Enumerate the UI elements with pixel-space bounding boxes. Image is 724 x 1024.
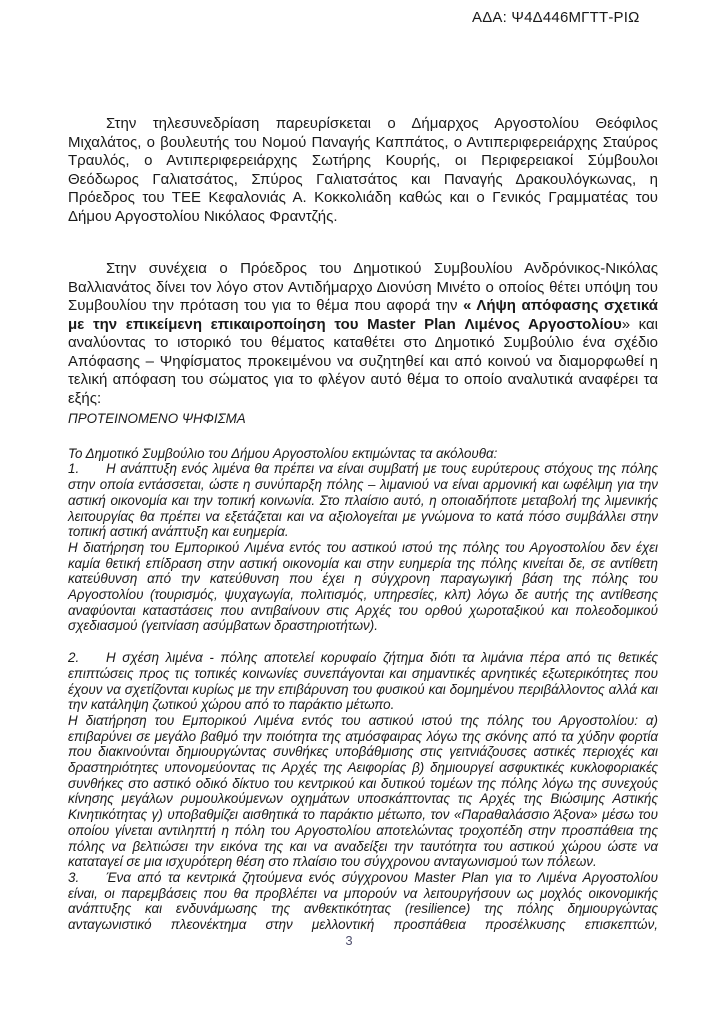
paragraph-proposal-before-bold: Στην συνέχεια ο Πρόεδρος του Δημοτικού Συμβουλίου Ανδρόνικος-Νικόλας Βαλλιανάτος δίνει τον λόγο στον Αντιδήμαρχο Διονύση Μινέτο ο οποίος θέτει υπόψη του Συμβουλίου την πρόταση του για το θέμα που αφορά την bbox=[68, 260, 658, 314]
list-item-1 bbox=[68, 461, 658, 540]
resolution-heading: ΠΡΟΤΕΙΝΟΜΕΝΟ ΨΗΦΙΣΜΑ bbox=[68, 411, 246, 426]
resolution-intro: Το Δημοτικό Συμβούλιο του Δήμου Αργοστολίου εκτιμώντας τα ακόλουθα: bbox=[68, 445, 498, 461]
list-item-1-number: 1. bbox=[68, 461, 80, 477]
page-number: 3 bbox=[345, 933, 353, 948]
list-item-2 bbox=[68, 650, 658, 713]
ada-code-header: ΑΔΑ: Ψ4Δ446ΜΓΤΤ-ΡΙΩ bbox=[472, 9, 640, 26]
list-item-1-continuation: Η διατήρηση του Εμπορικού Λιμένα εντός του αστικού ιστού της πόλης του Αργοστολίου δεν έχει καμία θετική επίδραση στην αστική οικονομία και στην ευημερία της πόλης κινείται δε, σε αντίθετη κατεύθυνση από την κατεύθυνση που έχει η σύγχρονη παραγωγική βάση της πόλης του Αργοστολίου (τουρισμός, ψυχαγωγία, πολιτισμός, υπηρεσίες, κλπ) λόγω δε αυτής της αντίθεσης αναφύονται καταστάσεις που αντιβαίνουν στις Αρχές του ορθού χωροταξικού και πολεοδομικού σχεδιασμού (γειτνίαση ασύμβατων δραστηριοτήτων). bbox=[68, 539, 658, 634]
list-item-2-number: 2. bbox=[68, 650, 80, 666]
document-body bbox=[68, 115, 658, 933]
paragraph-proposal-after-bold: » και αναλύοντας το ιστορικό του θέματος καταθέτει στο Δημοτικό Συμβούλιο ένα σχέδιο Απόφασης – Ψηφίσματος προκειμένου να συζητηθεί και από κοινού να διαμορφωθεί η τελική απόφαση του σώματος για το φλέγον αυτό θέμα το οποίο αναλυτικά αναφέρει τα εξής: bbox=[68, 315, 658, 407]
paragraph-proposal-subject-bold: « Λήψη απόφασης σχετικά με την επικείμενη επικαιροποίηση του Master Plan Λιμένος Αργοστολίου bbox=[68, 297, 658, 333]
list-item-3-number: 3. bbox=[68, 869, 80, 885]
list-item-2-continuation: Η διατήρηση του Εμπορικού Λιμένα εντός του αστικού ιστού της πόλης του Αργοστολίου: α) επιβαρύνει σε μεγάλο βαθμό την ποιότητα της ατμόσφαιρας λόγω της σκόνης από τα χύδην φορτία που διακινούνται δημιουργώντας συνθήκες υποβάθμισης στις γειτνιάζουσες αστικές περιοχές και δραστηριότητες υπονομεύοντας τις Αρχές της Αειφορίας β) δημιουργεί ασφυκτικές κυκλοφοριακές συνθήκες στο αστικό οδικό δίκτυο του κεντρικού και δυτικού τομέων της πόλης λόγω της συνεχούς κίνησης μεγάλων ρυμουλκούμενων οχημάτων υποσκάπτοντας τις Αρχές της Βιώσιμης Αστικής Κινητικότητας γ) υποβαθμίζει αισθητικά το παράκτιο μέτωπο, τον «Παραθαλάσσιο Άξονα» μέσω του οποίου γίνεται αντιληπτή η πόλη του Αργοστολίου αποτελώντας τροχοπέδη στην προσπάθεια της πόλης να βελτιώσει την εικόνα της και να αναδείξει την ταυτότητα του αστικού χώρου ώστε να καταταγεί σε μια ισχυρότερη θέση στο πλαίσιο του σύγχρονου ανταγωνισμού των πόλεων. bbox=[68, 712, 658, 870]
list-item-3-text: Ένα από τα κεντρικά ζητούμενα ενός σύγχρονου Master Plan για το Λιμένα Αργοστολίου είναι, οι παρεμβάσεις που θα προβλέπει να μπορούν να λειτουργήσουν ως μοχλός οικονομικής ανάπτυξης και ενδυνάμωσης της ανθεκτικότητας (resilience) της πόλης δημιουργώντας ανταγωνιστικό πλεονέκτημα στην μελλοντική προσπάθεια προσέλκυσης επισκεπτών, bbox=[68, 869, 658, 933]
paragraph-proposal bbox=[68, 260, 658, 408]
list-item-3 bbox=[68, 870, 658, 933]
list-item-1-text: Η ανάπτυξη ενός λιμένα θα πρέπει να είναι συμβατή με τους ευρύτερους στόχους της πόλης στην οποία εντάσσεται, ώστε η συνύπαρξη πόλης – λιμανιού να είναι αρμονική και ωφέλιμη για την αστική οικονομία και την τοπική κοινωνία. Στο πλαίσιο αυτό, η οποιαδήποτε μεταβολή της λιμενικής λειτουργίας θα πρέπει να εξετάζεται και να αξιολογείται με γνώμονα το κατά πόσο συμβάλλει στην τοπική αστική ανάπτυξη και ευημερία. bbox=[68, 461, 658, 540]
paragraph-attendees: Στην τηλεσυνεδρίαση παρευρίσκεται ο Δήμαρχος Αργοστολίου Θεόφιλος Μιχαλάτος, ο βουλευτής του Νομού Παναγής Καππάτος, ο Αντιπεριφερειάρχης Σταύρος Τραυλός, ο Αντιπεριφερειάρχης Σωτήρης Κουρής, οι Περιφερειακοί Σύμβουλοι Θεόδωρος Γαλιατσάτος, Σπύρος Γαλιατσάτος και Παναγής Δρακουλόγκωνας, η Πρόεδρος του ΤΕΕ Κεφαλονιάς Α. Κοκκολιάδη καθώς και ο Γενικός Γραμματέας του Δήμου Αργοστολίου Νικόλαος Φραντζής. bbox=[68, 115, 658, 225]
list-item-2-text: Η σχέση λιμένα - πόλης αποτελεί κορυφαίο ζήτημα διότι τα λιμάνια πέρα από τις θετικές επιπτώσεις προς τις τοπικές κοινωνίες συνεπάγονται και σημαντικές αρνητικές εξωτερικότητες που έχουν να σχετίζονται κυρίως με την επιβάρυνση του φυσικού και δομημένου περιβάλλοντος αλλά και την κατάληψη ζωτικού χώρου από το παράκτιο μέτωπο. bbox=[68, 650, 658, 713]
